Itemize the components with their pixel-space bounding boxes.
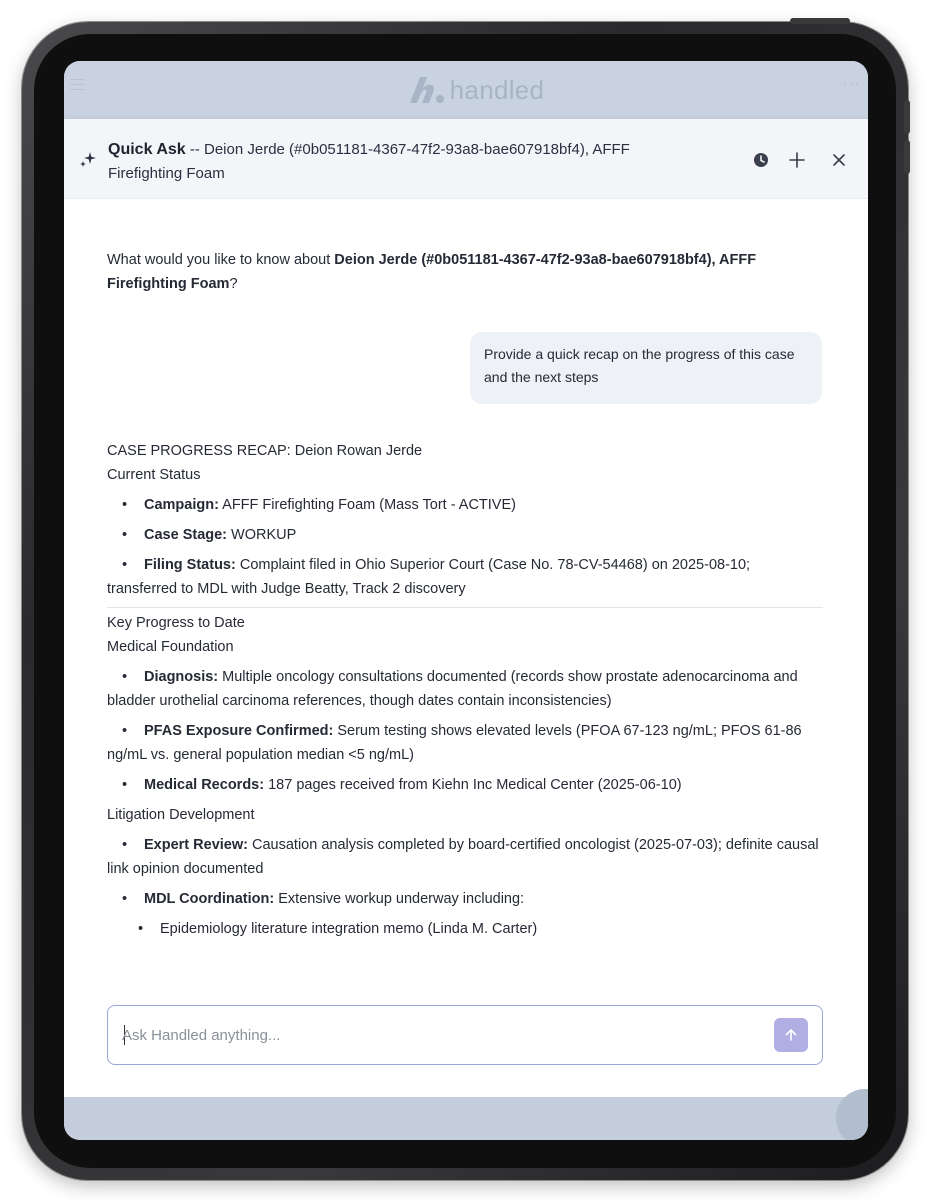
app-bar: [64, 61, 868, 119]
item-text: Causation analysis completed by board-certified oncologist (2025-07-03); definite causal link opinion documented: [107, 837, 819, 877]
conversation-area[interactable]: [107, 199, 823, 995]
list-item: [107, 773, 823, 797]
intro-suffix: ?: [229, 276, 238, 292]
new-chat-button[interactable]: [786, 149, 808, 171]
background-app-strip: [64, 1097, 868, 1140]
plus-icon: [788, 151, 806, 169]
ask-input-box[interactable]: [107, 1005, 823, 1065]
list-item: [107, 719, 823, 767]
item-label: PFAS Exposure Confirmed:: [144, 723, 334, 739]
subsection-litigation-development: Litigation Development: [107, 807, 255, 823]
clock-icon: [753, 152, 769, 168]
list-item: [107, 553, 823, 601]
item-label: Expert Review:: [144, 837, 248, 853]
divider: [107, 607, 823, 608]
user-message-bubble: Provide a quick recap on the progress of this case and the next steps: [470, 332, 822, 404]
bullet: •: [122, 497, 128, 513]
bullet: •: [122, 669, 128, 685]
item-label: MDL Coordination:: [144, 891, 275, 907]
volume-up-button: [904, 100, 910, 134]
item-label: Campaign:: [144, 497, 219, 513]
close-icon: [831, 152, 847, 168]
item-text: AFFF Firefighting Foam (Mass Tort - ACTIVE): [218, 497, 516, 513]
item-text: Extensive workup underway including:: [274, 891, 525, 907]
bullet: •: [122, 723, 128, 739]
item-text: 187 pages received from Kiehn Inc Medical Center (2025-06-10): [264, 777, 682, 793]
ask-input[interactable]: [122, 1024, 742, 1046]
item-label: Case Stage:: [144, 527, 228, 543]
volume-down-button: [904, 140, 910, 174]
sparkle-icon: [78, 149, 98, 169]
litigation-list: [107, 833, 823, 911]
send-button[interactable]: [774, 1018, 808, 1052]
app-logo: [402, 75, 545, 106]
medical-foundation-list: [107, 665, 823, 797]
screen: [64, 61, 868, 1140]
list-item: [107, 665, 823, 713]
list-item: [107, 493, 823, 517]
history-button[interactable]: [750, 149, 772, 171]
item-label: Diagnosis:: [144, 669, 219, 685]
quick-ask-panel: [64, 119, 868, 1097]
item-label: Medical Records:: [144, 777, 265, 793]
section-current-status: Current Status: [107, 467, 201, 483]
intro-prefix: What would you like to know about: [107, 252, 335, 268]
item-text: WORKUP: [227, 527, 297, 543]
section-key-progress: Key Progress to Date: [107, 615, 245, 631]
power-button: [790, 18, 850, 24]
panel-header: [64, 119, 868, 199]
item-text: Epidemiology literature integration memo (Linda M. Carter): [160, 921, 538, 937]
mdl-sub-list: [107, 917, 823, 941]
item-label: Filing Status:: [144, 557, 236, 573]
handled-logo-icon: [402, 75, 446, 105]
answer-heading: CASE PROGRESS RECAP: Deion Rowan Jerde: [107, 443, 423, 459]
panel-title: [108, 138, 668, 186]
menu-icon[interactable]: [70, 79, 84, 94]
list-item: [107, 833, 823, 881]
current-status-list: [107, 493, 823, 601]
arrow-up-icon: [783, 1027, 799, 1043]
brand-name: handled: [449, 74, 545, 105]
panel-title-bold: Quick Ask: [108, 141, 186, 158]
item-text: Serum testing shows elevated levels (PFOA 67-123 ng/mL; PFOS 61-86 ng/mL vs. general population median <5 ng/mL): [107, 723, 802, 763]
assistant-intro-message: [107, 248, 823, 296]
intro-subject: Deion Jerde (#0b051181-4367-47f2-93a8-bae607918bf4), AFFF Firefighting Foam: [107, 252, 757, 292]
assistant-answer: [107, 439, 823, 947]
list-item: [107, 523, 823, 547]
list-item: [107, 887, 823, 911]
close-button[interactable]: [828, 149, 850, 171]
item-text: Complaint filed in Ohio Superior Court (Case No. 78-CV-54468) on 2025-08-10; transferred to MDL with Judge Beatty, Track 2 discovery: [107, 557, 751, 597]
item-text: Multiple oncology consultations documented (records show prostate adenocarcinoma and bladder urothelial carcinoma references, though dates contain inconsistencies): [107, 669, 798, 709]
bullet: •: [122, 891, 128, 907]
bullet: •: [122, 837, 128, 853]
bullet: •: [122, 777, 128, 793]
bullet: •: [122, 527, 128, 543]
panel-title-context: -- Deion Jerde (#0b051181-4367-47f2-93a8-bae607918bf4), AFFF Firefighting Foam: [108, 141, 630, 182]
more-options-icon[interactable]: ···: [843, 75, 860, 91]
list-item: [107, 917, 823, 941]
bullet: •: [138, 921, 144, 937]
subsection-medical-foundation: Medical Foundation: [107, 639, 234, 655]
bullet: •: [122, 557, 128, 573]
